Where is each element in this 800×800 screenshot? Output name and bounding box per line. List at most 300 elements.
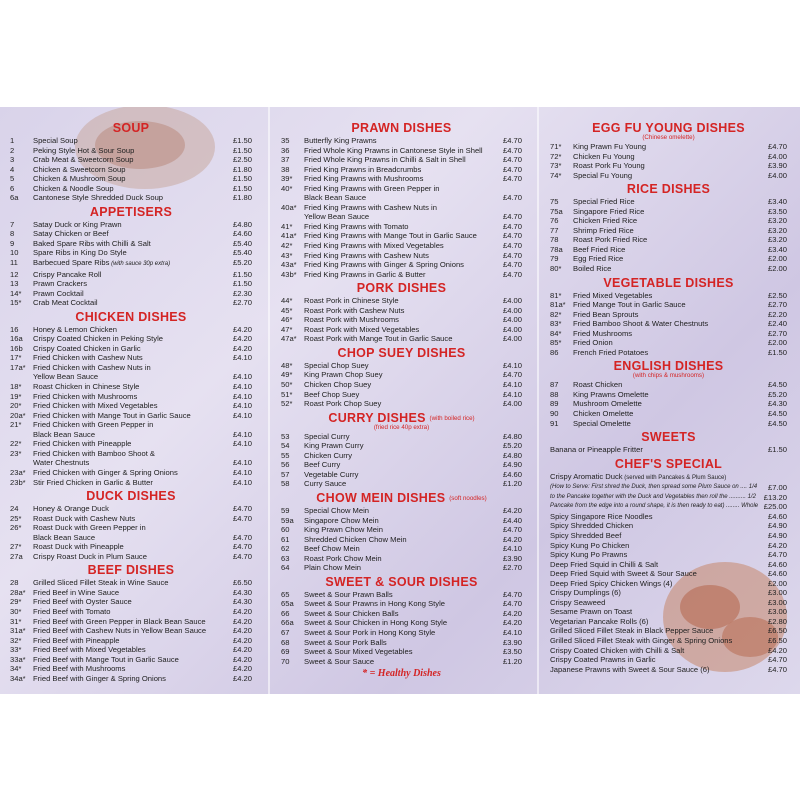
- item-number: 90: [550, 409, 559, 419]
- sweets-list: [550, 445, 787, 455]
- menu-item-row: [281, 165, 522, 175]
- item-name: Beef Curry: [304, 460, 341, 470]
- item-name: Fried Beef with Mixed Vegetables: [33, 645, 146, 655]
- item-name: Black Bean Sauce: [33, 429, 96, 439]
- item-price: £4.10: [232, 467, 252, 477]
- item-price: £5.20: [767, 389, 787, 399]
- section-title-pork: PORK DISHES: [356, 281, 447, 296]
- item-price: £4.20: [767, 540, 787, 550]
- menu-item-row: [281, 325, 522, 335]
- menu-item-row: [550, 171, 787, 181]
- menu-item-row: [550, 291, 787, 301]
- item-number: 1: [10, 136, 15, 145]
- item-price: £2.40: [767, 319, 787, 329]
- item-price: £4.10: [232, 372, 252, 382]
- menu-item-row: [281, 334, 522, 344]
- chow-mein-title-note: (soft noodles): [449, 494, 487, 502]
- menu-item-row: [281, 432, 522, 442]
- item-number: [281, 193, 304, 203]
- menu-item-row: [281, 657, 522, 667]
- item-name: Fried Mushrooms: [573, 328, 633, 338]
- item-price: £4.00: [502, 324, 522, 334]
- item-name: Special Fried Rice: [573, 197, 635, 207]
- item-number: 63: [281, 553, 290, 563]
- item-number: 11: [10, 258, 18, 268]
- item-price: £4.80: [502, 431, 522, 441]
- section-title-chefs-special: CHEF'S SPECIAL: [614, 456, 723, 471]
- item-price: £4.10: [502, 389, 522, 399]
- item-name: Chicken Omelette: [573, 409, 634, 419]
- item-number: 91: [550, 418, 559, 428]
- menu-item-row: [10, 258, 252, 270]
- item-name: King Prawn Chow Mein: [304, 525, 383, 535]
- item-name: Fried Bamboo Shoot & Water Chestnuts: [573, 319, 709, 329]
- item-name: Fried Whole King Prawns in Chilli & Salt in Shell: [304, 155, 466, 165]
- item-name: King Prawn Fu Young: [573, 142, 647, 151]
- item-name: Special Soup: [33, 136, 78, 145]
- item-price: £4.70: [502, 269, 522, 279]
- item-price: £1.80: [232, 164, 252, 174]
- item-number: 20a*: [10, 410, 26, 420]
- item-number: 44*: [281, 296, 293, 306]
- item-price: £4.20: [232, 626, 252, 636]
- sweet-sour-list: [281, 590, 522, 666]
- item-name: Roast Pork with Mixed Vegetables: [304, 324, 420, 334]
- crispy-duck-serving-desc: [550, 483, 787, 512]
- item-price: £4.20: [232, 635, 252, 645]
- menu-item-row: [281, 203, 522, 213]
- menu-item-row: [281, 193, 522, 203]
- item-number: 23*: [10, 448, 22, 458]
- menu-item-row: [281, 506, 522, 516]
- section-title-rice: RICE DISHES: [626, 182, 711, 197]
- menu-item-row: [550, 235, 787, 245]
- menu-item-row: [550, 521, 787, 531]
- item-name: Fried Beef with Mange Tout in Garlic Sauce: [33, 654, 179, 664]
- item-number: 54: [281, 441, 290, 451]
- item-price: £2.80: [767, 616, 787, 626]
- item-price: £4.20: [232, 673, 252, 683]
- item-name: Sweet & Sour Prawn Balls: [304, 589, 393, 599]
- item-number: 28: [10, 578, 19, 588]
- item-name: Roast Pork Fu Young: [573, 161, 645, 171]
- item-name: Water Chestnuts: [33, 458, 90, 468]
- item-name: Fried Mange Tout in Garlic Sauce: [573, 300, 686, 310]
- menu-item-row: [10, 363, 252, 373]
- item-name: Fried Onion: [573, 338, 613, 348]
- item-number: 33*: [10, 645, 22, 655]
- menu-item-row: [10, 155, 252, 165]
- item-name: Roast Pork Chow Mein: [304, 553, 382, 563]
- item-price: £1.50: [232, 136, 252, 145]
- egg-fu-young-list: [550, 142, 787, 180]
- menu-item-row: [281, 146, 522, 156]
- menu-item-row: [550, 512, 787, 522]
- menu-item-row: [550, 152, 787, 162]
- menu-item-row: [550, 226, 787, 236]
- item-price: £3.90: [502, 553, 522, 563]
- item-number: 38: [281, 164, 290, 174]
- item-price: £4.00: [767, 170, 787, 180]
- menu-item-row: [550, 390, 787, 400]
- item-name: Sesame Prawn on Toast: [550, 607, 633, 617]
- menu-item-row: [281, 270, 522, 280]
- item-number: 39*: [281, 174, 293, 184]
- item-price: £4.70: [232, 513, 252, 523]
- item-price: £1.50: [232, 269, 252, 279]
- item-name: Fried Mixed Vegetables: [573, 290, 653, 300]
- item-number: 35: [281, 136, 290, 145]
- menu-item-row: [550, 598, 787, 608]
- item-number: 79: [550, 254, 559, 264]
- item-name: Prawn Crackers: [33, 279, 88, 289]
- item-price: £3.00: [767, 588, 787, 598]
- section-title-chicken: CHICKEN DISHES: [75, 309, 187, 324]
- chow-mein-title-text: CHOW MEIN DISHES: [316, 490, 446, 505]
- item-name: Boiled Rice: [573, 264, 612, 274]
- item-price: [224, 363, 252, 373]
- menu-item-row: [10, 279, 252, 289]
- menu-item-row: [281, 647, 522, 657]
- item-number: 51*: [281, 389, 293, 399]
- menu-item-row: [550, 445, 787, 455]
- item-price: £2.00: [767, 338, 787, 348]
- healthy-dishes-note: * = Healthy Dishes: [362, 668, 441, 680]
- menu-item-row: [550, 646, 787, 656]
- item-price: £4.40: [502, 515, 522, 525]
- item-name: Chicken & Sweetcorn Soup: [33, 164, 126, 174]
- menu-item-row: [281, 212, 522, 222]
- item-price: £2.70: [232, 298, 252, 308]
- item-name: Fried Chicken with Ginger & Spring Onions: [33, 467, 178, 477]
- menu-item-row: [550, 636, 787, 646]
- item-name: Fried King Prawns with Mixed Vegetables: [304, 241, 444, 251]
- item-number: 52*: [281, 399, 293, 409]
- menu-item-row: [550, 617, 787, 627]
- menu-item-row: [281, 554, 522, 564]
- item-number: 2: [10, 145, 15, 155]
- item-number: 76: [550, 216, 559, 226]
- item-price: £1.50: [767, 445, 787, 455]
- menu-item-row: [10, 636, 252, 646]
- item-price: £1.20: [502, 479, 522, 489]
- menu-item-row: [10, 334, 252, 344]
- item-number: 43b*: [281, 269, 297, 279]
- item-name: Black Bean Sauce: [304, 193, 367, 203]
- fold-line-right: [537, 107, 539, 694]
- menu-item-row: [550, 409, 787, 419]
- menu-item-row: [281, 628, 522, 638]
- section-title-sweet-sour: SWEET & SOUR DISHES: [325, 574, 478, 589]
- menu-item-row: [10, 270, 252, 280]
- curry-list: [281, 432, 522, 489]
- item-number: 29*: [10, 597, 22, 607]
- item-price: £4.10: [232, 353, 252, 363]
- item-name: Chicken Fried Rice: [573, 216, 638, 226]
- menu-column-2: [281, 119, 522, 679]
- item-name: Crispy Coated Chicken with Chilli & Salt: [550, 645, 685, 655]
- item-name: Stir Fried Chicken in Garlic & Butter: [33, 477, 153, 487]
- item-number: 13: [10, 279, 19, 289]
- item-number: 68: [281, 637, 290, 647]
- item-name: Vegetable Curry: [304, 469, 359, 479]
- item-name: Fried King Prawns with Green Pepper in: [304, 183, 440, 193]
- item-price: £4.50: [767, 418, 787, 428]
- item-price: £1.20: [502, 656, 522, 666]
- item-price: £6.50: [767, 635, 787, 645]
- item-name: Satay Duck or King Prawn: [33, 219, 122, 229]
- item-name: Roast Chicken in Chinese Style: [33, 382, 140, 392]
- item-name: Fried King Prawns with Mushrooms: [304, 174, 424, 184]
- item-name: Spare Ribs in King Do Style: [33, 248, 127, 258]
- menu-item-row: [10, 325, 252, 335]
- serving-desc-price: £25.00: [763, 502, 787, 512]
- item-number: 30*: [10, 606, 22, 616]
- item-price: £3.50: [502, 647, 522, 657]
- item-name: Banana or Pineapple Fritter: [550, 445, 643, 455]
- item-number: [281, 212, 304, 222]
- item-number: 3: [10, 155, 15, 165]
- item-number: 70: [281, 656, 290, 666]
- item-name: Satay Chicken or Beef: [33, 229, 109, 239]
- rice-list: [550, 197, 787, 273]
- menu-item-row: [10, 401, 252, 411]
- item-price: £4.70: [502, 525, 522, 535]
- menu-item-row: [550, 399, 787, 409]
- item-number: 34a*: [10, 673, 26, 683]
- item-name: King Prawns Omelette: [573, 389, 649, 399]
- item-name: Fried Chicken with Cashew Nuts in: [33, 362, 151, 372]
- chefs-special-list: [550, 512, 787, 674]
- item-name: Sweet & Sour Sauce: [304, 656, 375, 666]
- item-price: £4.70: [502, 599, 522, 609]
- item-price: £4.70: [502, 155, 522, 165]
- item-price: [494, 203, 522, 213]
- menu-item-row: [550, 300, 787, 310]
- menu-item-row: [550, 579, 787, 589]
- menu-item-row: [281, 479, 522, 489]
- item-number: 20*: [10, 401, 22, 411]
- item-price: £4.60: [767, 569, 787, 579]
- item-number: 37: [281, 155, 290, 165]
- menu-item-row: [10, 552, 252, 562]
- item-name: Special Fu Young: [573, 170, 633, 180]
- item-price: £4.70: [502, 241, 522, 251]
- menu-column-3: [550, 119, 787, 674]
- item-number: 36: [281, 145, 290, 155]
- serving-desc-text: Pancake from the edge into a round shape, it is then ready to eat) ........ Whole: [550, 503, 759, 510]
- item-price: £1.50: [232, 279, 252, 289]
- item-number: 78a: [550, 244, 563, 254]
- serving-desc-price: £7.00: [767, 483, 787, 493]
- item-number: 22*: [10, 439, 22, 449]
- item-number: 12: [10, 269, 19, 279]
- item-price: £4.70: [502, 136, 522, 145]
- item-name: Spicy Kung Po Chicken: [550, 540, 630, 550]
- menu-item-row: [281, 231, 522, 241]
- item-number: 27*: [10, 542, 22, 552]
- item-price: £3.50: [767, 206, 787, 216]
- item-name: Fried Beef with Green Pepper in Black Bean Sauce: [33, 616, 206, 626]
- item-price: £1.80: [232, 193, 252, 203]
- crispy-duck-name: Crispy Aromatic Duck: [550, 471, 623, 481]
- item-number: 43a*: [281, 260, 297, 270]
- vegetable-list: [550, 291, 787, 358]
- item-price: £1.50: [232, 174, 252, 184]
- menu-item-row: [10, 229, 252, 239]
- item-name: Sweet & Sour Pork Balls: [304, 637, 387, 647]
- menu-item-row: [10, 478, 252, 488]
- item-name: Roast Duck with Green Pepper in: [33, 523, 146, 533]
- item-name: Chicken Chop Suey: [304, 380, 372, 390]
- item-number: 25*: [10, 513, 22, 523]
- item-number: 81a*: [550, 300, 566, 310]
- menu-item-row: [550, 338, 787, 348]
- menu-item-row: [281, 380, 522, 390]
- item-price: £4.90: [767, 530, 787, 540]
- item-number: [10, 430, 33, 440]
- item-number: 47*: [281, 324, 293, 334]
- item-price: £2.50: [767, 290, 787, 300]
- item-number: 7: [10, 219, 15, 229]
- item-price: £5.20: [232, 258, 252, 268]
- item-price: £4.10: [502, 360, 522, 370]
- item-number: 27a: [10, 551, 23, 561]
- item-name: Sweet & Sour Chicken Balls: [304, 608, 399, 618]
- item-price: £4.00: [502, 305, 522, 315]
- menu-item-row: [10, 449, 252, 459]
- item-name: Sweet & Sour Prawns in Hong Kong Style: [304, 599, 445, 609]
- item-name: Grilled Sliced Fillet Steak in Black Pepper Sauce: [550, 626, 714, 636]
- menu-item-row: [550, 310, 787, 320]
- item-price: £4.70: [232, 504, 252, 514]
- item-price: £4.70: [502, 250, 522, 260]
- menu-item-row: [10, 523, 252, 533]
- menu-item-row: [10, 392, 252, 402]
- item-name: Fried King Prawns with Cashew Nuts in: [304, 202, 437, 212]
- item-number: 33a*: [10, 654, 26, 664]
- item-name: Roast Pork with Mushrooms: [304, 315, 399, 325]
- menu-item-row: [550, 161, 787, 171]
- item-name: Fried Beef with Ginger & Spring Onions: [33, 673, 166, 683]
- item-price: £2.70: [767, 300, 787, 310]
- item-name: Special Curry: [304, 431, 350, 441]
- item-name: Honey & Orange Duck: [33, 504, 109, 514]
- item-number: 31*: [10, 616, 22, 626]
- item-price: £4.80: [502, 450, 522, 460]
- menu-item-row: [10, 411, 252, 421]
- menu-item-row: [10, 146, 252, 156]
- menu-item-row: [281, 174, 522, 184]
- soup-list: [10, 136, 252, 203]
- item-number: 15*: [10, 298, 22, 308]
- item-price: £4.00: [502, 296, 522, 306]
- beef-list: [10, 578, 252, 683]
- item-price: £4.30: [232, 587, 252, 597]
- item-number: 69: [281, 647, 290, 657]
- item-name: Japanese Prawns with Sweet & Sour Sauce (6): [550, 664, 710, 674]
- item-name: Fried Beef with Pineapple: [33, 635, 120, 645]
- item-number: 88: [550, 389, 559, 399]
- menu-item-row: [10, 458, 252, 468]
- item-price: £3.40: [767, 244, 787, 254]
- item-price: £4.70: [502, 260, 522, 270]
- item-price: £4.10: [232, 429, 252, 439]
- item-name: Deep Fried Spicy Chicken Wings (4): [550, 578, 673, 588]
- item-number: 4: [10, 164, 15, 174]
- item-price: £3.20: [767, 225, 787, 235]
- menu-item-row: [10, 289, 252, 299]
- menu-item-row: [281, 361, 522, 371]
- item-number: 19*: [10, 391, 22, 401]
- item-price: £4.90: [502, 460, 522, 470]
- item-name: Fried Chicken with Cashew Nuts: [33, 353, 143, 363]
- menu-item-row: [10, 239, 252, 249]
- item-number: 10: [10, 248, 19, 258]
- item-price: £4.20: [502, 505, 522, 515]
- item-number: 64: [281, 563, 290, 573]
- item-name: Crab Meat Cocktail: [33, 298, 98, 308]
- menu-item-row: [10, 184, 252, 194]
- menu-item-row: [550, 665, 787, 675]
- item-number: 47a*: [281, 334, 297, 344]
- item-number: 60: [281, 525, 290, 535]
- curry-subnote: (fried rice 40p extra): [373, 423, 430, 431]
- menu-item-row: [10, 645, 252, 655]
- serving-desc-row: [550, 502, 787, 512]
- item-name: Sweet & Sour Chicken in Hong Kong Style: [304, 618, 448, 628]
- menu-item-row: [10, 420, 252, 430]
- english-list: [550, 380, 787, 428]
- menu-item-row: [281, 260, 522, 270]
- item-note: (with sauce 30p extra): [109, 261, 171, 268]
- item-price: £4.20: [232, 334, 252, 344]
- menu-item-row: [281, 590, 522, 600]
- menu-item-row: [10, 514, 252, 524]
- fold-line-left: [268, 107, 270, 694]
- menu-item-row: [10, 439, 252, 449]
- menu-item-row: [550, 319, 787, 329]
- item-number: 41*: [281, 221, 293, 231]
- item-price: £4.70: [502, 193, 522, 203]
- item-number: 48*: [281, 360, 293, 370]
- menu-item-row: [10, 542, 252, 552]
- item-number: [10, 372, 33, 382]
- menu-item-row: [550, 419, 787, 429]
- chow-mein-list: [281, 506, 522, 573]
- item-price: £2.30: [232, 288, 252, 298]
- item-number: 75a: [550, 206, 563, 216]
- menu-item-row: [10, 430, 252, 440]
- item-name: Roast Pork with Mange Tout in Garlic Sauce: [304, 334, 453, 344]
- item-name: Fried King Prawns with Tomato: [304, 221, 409, 231]
- item-price: £4.00: [502, 334, 522, 344]
- menu-item-row: [10, 174, 252, 184]
- item-price: £2.00: [767, 264, 787, 274]
- item-number: 49*: [281, 370, 293, 380]
- menu-item-row: [281, 399, 522, 409]
- item-name: Chicken Curry: [304, 450, 353, 460]
- menu-item-row: [281, 315, 522, 325]
- item-price: £3.00: [767, 607, 787, 617]
- item-name: Grilled Sliced Fillet Steak in Wine Sauce: [33, 578, 169, 588]
- menu-item-row: [281, 544, 522, 554]
- menu-item-row: [281, 618, 522, 628]
- item-name: Curry Sauce: [304, 479, 347, 489]
- item-price: £4.70: [502, 231, 522, 241]
- item-number: 87: [550, 380, 559, 390]
- menu-item-row: [10, 136, 252, 146]
